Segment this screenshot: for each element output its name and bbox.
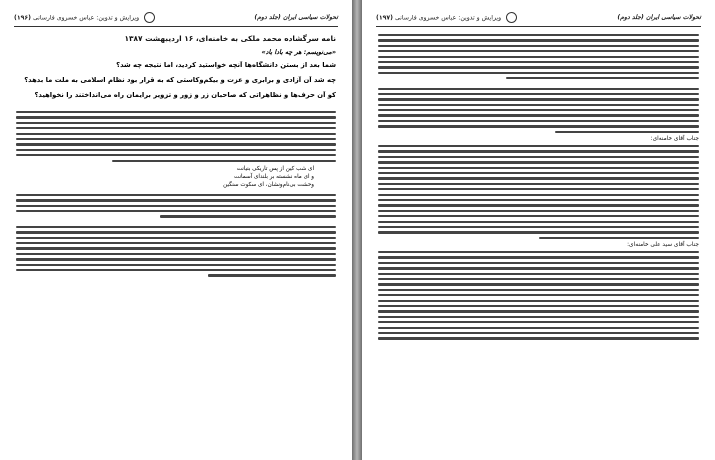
header-author: ویرایش و تدوین: عباس خسروی فارسانی	[394, 14, 502, 21]
poem-line: ای شب کین از پس تاریکی بنیانت	[236, 165, 314, 172]
paragraph-1	[16, 111, 336, 162]
right-page-body	[378, 34, 699, 452]
seal-icon	[506, 12, 517, 23]
paragraph-3	[378, 145, 699, 239]
paragraph-1	[378, 34, 699, 79]
paragraph-2	[16, 194, 336, 218]
poem-line: وحشت بی‌نام‌ونشان، ای سکوت سنگین	[223, 181, 314, 188]
question-1: شما بعد از بستن دانشگاه‌ها آنچه خواستید کردید، اما نتیجه چه شد؟	[116, 61, 336, 69]
poem	[16, 165, 336, 189]
letter-heading: نامه سرگشاده محمد ملکی به خامنه‌ای، ۱۶ اردیبهشت ۱۳۸۷	[124, 34, 336, 43]
letter-subheading: «می‌نویسم: هر چه بادا باد»	[261, 48, 336, 56]
header-author: ویرایش و تدوین: عباس خسروی فارسانی	[32, 14, 140, 21]
right-page	[362, 0, 715, 460]
right-page-header	[376, 8, 701, 27]
left-page-body	[16, 34, 336, 452]
seal-icon	[144, 12, 155, 23]
left-page	[0, 0, 352, 460]
paragraph-4	[378, 251, 699, 340]
page-number: (۱۹۷)	[376, 14, 393, 21]
header-author-block	[376, 12, 520, 23]
paragraph-2	[378, 88, 699, 133]
header-author-block	[14, 12, 158, 23]
question-3: کو آن حرف‌ها و نظاهراتی که صاحبان زر و زور و تزویر برایمان راه می‌انداختند را نخواهید؟	[34, 91, 336, 99]
book-gutter	[352, 0, 362, 460]
page-number: (۱۹۶)	[14, 14, 31, 21]
header-title: تحولات سیاسی ایران (جلد دوم)	[254, 13, 338, 21]
section-label: جناب آقای خامنه‌ای:	[650, 136, 699, 143]
section-label: جناب آقای سید علی خامنه‌ای:	[627, 242, 699, 249]
paragraph-3	[16, 226, 336, 277]
poem-line: و ای ماه نشسته بر بلندای آسمانت	[234, 173, 314, 180]
header-title: تحولات سیاسی ایران (جلد دوم)	[617, 13, 701, 21]
left-page-header	[14, 8, 338, 27]
question-2: چه شد آن آزادی و برابری و عزت و بیکم‌وکاستی که به قرار بود نظام اسلامی به ملت ما بدهد؟	[24, 76, 336, 84]
